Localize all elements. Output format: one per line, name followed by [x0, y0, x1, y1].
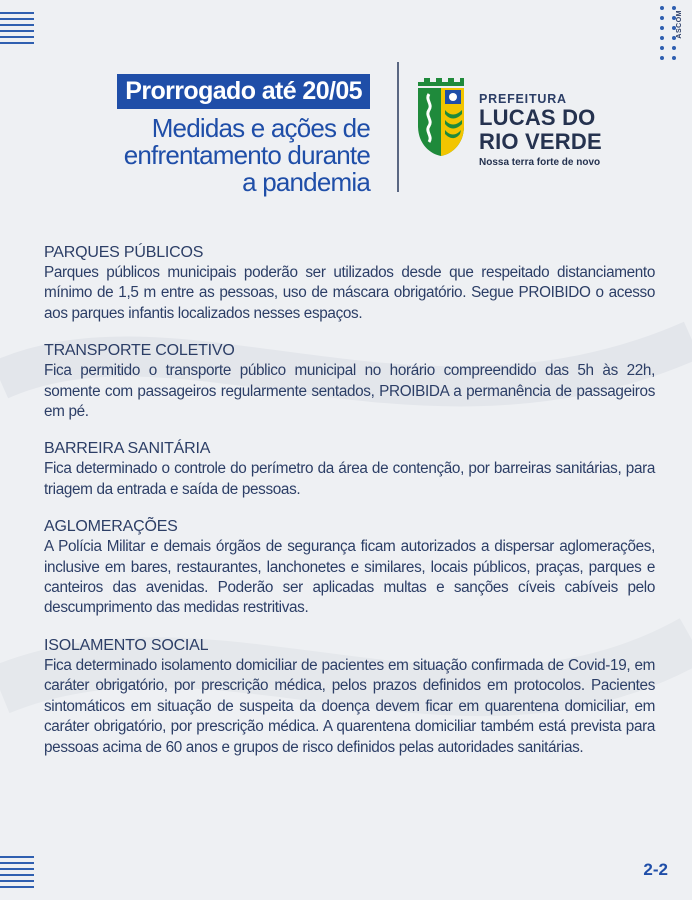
section-text: Fica permitido o transporte público municipal no horário compreendido das 5h às 22h, somente com passageiros regularmente sentados, PROIBIDA a permanência de passageiros em pé. — [44, 362, 655, 421]
measures-list — [44, 243, 655, 775]
subtitle-line: enfrentamento durante — [123, 140, 370, 170]
brand-city-line: RIO VERDE — [479, 129, 602, 154]
brand-prefeitura: PREFEITURA — [479, 92, 567, 106]
decorative-stripes-bottom — [0, 856, 34, 888]
header-divider — [397, 62, 399, 192]
subtitle-line: a pandemia — [242, 167, 370, 197]
section-isolamento — [44, 636, 655, 758]
brand-slogan: Nossa terra forte de novo — [479, 157, 601, 168]
subtitle-line: Medidas e ações de — [151, 113, 370, 143]
brand-city-line: LUCAS DO — [479, 105, 596, 130]
section-title: TRANSPORTE COLETIVO — [44, 342, 235, 360]
section-transporte — [44, 341, 655, 422]
section-text: Parques públicos municipais poderão ser utilizados desde que respeitado distanciamento mínimo de 1,5 m entre as pessoas, uso de máscara obrigatório. Segue PROIBIDO o acesso aos parques infantis localizados nesses espaços. — [44, 264, 655, 322]
section-text: Fica determinado isolamento domiciliar de pacientes em situação confirmada de Covid-19, em caráter obrigatório, por prescrição médica, pelos prazos definidos em protocolos. Pacientes sintomáticos em situação de suspeita da doença devem ficar em quarentena domiciliar, em caráter obrigatório, por prescrição médica. A quarentena domiciliar também está prevista para pessoas acima de 60 anos e grupos de risco definidos pelas autoridades sanitárias. — [44, 656, 655, 756]
extension-banner: Prorrogado até 20/05 — [117, 74, 370, 109]
section-title: BARREIRA SANITÁRIA — [44, 440, 211, 458]
page-subtitle — [40, 115, 370, 196]
decorative-stripes-top — [0, 12, 34, 44]
section-text: A Polícia Militar e demais órgãos de segurança ficam autorizados a dispersar aglomerações, inclusive em bares, restaurantes, lanchonetes e similares, locais públicos, praças, parques e canteiros das avenidas. Poderão ser aplicadas multas e sanções cíveis cabíveis pelo descumprimento das medidas restritivas. — [44, 538, 655, 617]
section-title: ISOLAMENTO SOCIAL — [44, 636, 209, 654]
section-text: Fica determinado o controle do perímetro da área de contenção, por barreiras sanitárias, para triagem da entrada e saída de pessoas. — [44, 460, 655, 498]
city-brand — [479, 92, 602, 168]
page-number: 2-2 — [643, 860, 668, 879]
section-title: AGLOMERAÇÕES — [44, 518, 178, 536]
section-aglomeracoes — [44, 517, 655, 619]
header-title-block — [40, 74, 370, 196]
brand-city-name — [479, 106, 602, 154]
section-barreira — [44, 439, 655, 500]
ascom-tag: ASCOM — [676, 10, 683, 39]
city-crest-logo — [414, 76, 468, 158]
section-title: PARQUES PÚBLICOS — [44, 244, 204, 261]
section-parques — [44, 243, 655, 324]
